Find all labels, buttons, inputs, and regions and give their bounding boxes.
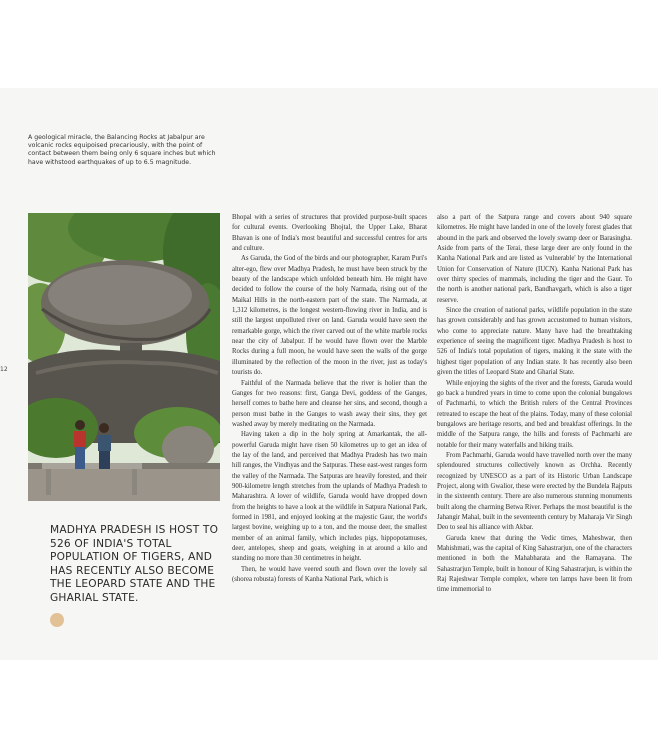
- paragraph: From Pachmarhi, Garuda would have travelled north over the many splendoured structures collectively known as Orchha. Recently recognized by UNESCO as a part of its Historic Urban Landscape Project, along with Gwalior, these were erected by the Bundela Rajputs in the sixteenth century. There are also numerous stunning monuments built along the charming Betwa River. Perhaps the most beautiful is the Jahangir Mahal, built in the seventeenth century by Maharaja Vir Singh Deo to seal his alliance with Akbar.: [437, 451, 632, 532]
- paragraph: Then, he would have veered south and flown over the lovely sal (shorea robusta) forests of Kanha National Park, which is: [232, 565, 427, 584]
- text-column-1: [232, 213, 427, 633]
- paragraph: Since the creation of national parks, wildlife population in the state has grown considerably and has grown accustomed to human visitors, who come to appreciate nature. Many have had the breathtaking experience of seeing the magnificent tiger. Madhya Pradesh is host to 526 of India's total population of tigers, making it the state with the highest tiger population of any Indian state. It has recently also been given the titles of Leopard State and Gharial State.: [437, 307, 632, 377]
- paragraph: As Garuda, the God of the birds and our photographer, Karam Puri's alter-ego, flew over Madhya Pradesh, he must have been struck by the beauty of the landscape which unfolded beneath him. He might have decided to follow the course of the holy Narmada, rising out of the Maikal Hills in the north-eastern part of the state. The Narmada, at 1,312 kilometres, is the longest western-flowing river in India, and is still the largest unpolluted river on land. Garuda would have seen the remarkable gorge, which the river carved out of the white marble rocks near the city of Jabalpur. If he would have flown over the Marble Rocks during a full moon, he would have seen the walls of the gorge illuminated by the reflection of the moon in the river, just as today's tourists do.: [232, 255, 427, 377]
- text-column-2: [437, 213, 632, 633]
- paragraph: Bhopal with a series of structures that provided purpose-built spaces for cultural events. Overlooking Bhojtal, the Upper Lake, Bharat Bhavan is one of India's most beautiful and successful centres for arts and culture.: [232, 214, 427, 253]
- paragraph: Faithful of the Narmada believe that the river is holier than the Ganges for two reasons: first, Ganga Devi, goddess of the Ganges, herself comes to bathe here and cleanse her sins, and second, though a person must bathe in the Ganges to wash away their sins, they get washed away by merely meditating on the Narmada.: [232, 379, 427, 428]
- photo-caption: A geological miracle, the Balancing Rocks at Jabalpur are volcanic rocks equipoised precariously, with the point of contact between them being only 6 square inches but which have withstood earthquakes of up to 6.5 magnitude.: [28, 134, 216, 166]
- decorative-dot: [50, 613, 64, 627]
- balancing-rocks-photo: [28, 213, 220, 501]
- paragraph: also a part of the Satpura range and covers about 940 square kilometres. He might have landed in one of the lovely forest glades that abound in the park and observed the lovely swamp deer or Barasingha. Aside from parts of the Terai, these large deer are only found in the Kanha National Park and are listed as 'vulnerable' by the International Union for Conservation of Nature (IUCN). Kanha National Park has over thirty species of mammals, including the tiger and the Gaur. To the north is another national park, Bandhavgarh, which is also a tiger reserve.: [437, 214, 632, 304]
- pull-quote: MADHYA PRADESH IS HOST TO 526 OF INDIA'S TOTAL POPULATION OF TIGERS, AND HAS RECENTLY ALSO BECOME THE LEOPARD STATE AND THE GHARIAL STATE.: [50, 524, 219, 604]
- paragraph: Having taken a dip in the holy spring at Amarkantak, the all-powerful Garuda might have risen 50 kilometres up to get an idea of the lay of the land, and perceived that Madhya Pradesh has two main hill ranges, the Vindhyas and the Satpuras. These east-west ranges form the valley of the Narmada. The Satpuras are heavily forested, and their 900-kilometre length stretches from the uplands of Madhya Pradesh to Maharashtra. A lover of wildlife, Garuda would have dropped down from the heights to have a look at the wildlife in Satpura National Park, formed in 1981, and enjoyed looking at the majestic Gaur, the world's largest bovine, weighing up to a ton, and the mouse deer, the smallest member of an animal family, which includes pigs, hippopotamuses, deer, antelopes, sheep and goats, weighing in at around a kilo and standing no more than 30 centimetres in height.: [232, 431, 427, 563]
- paragraph: While enjoying the sights of the river and the forests, Garuda would go back a hundred years in time to come upon the colonial bungalows of Pachmarhi, to which the British rulers of the Central Provinces retreated to escape the heat of the plains. Today, many of these colonial bungalows are heritage resorts, and bed and breakfast offerings. In the middle of the Satpura range, the hills and forests of Pachmarhi are notable for their many waterfalls and hiking trails.: [437, 379, 632, 449]
- paragraph: Garuda knew that during the Vedic times, Maheshwar, then Mahishmati, was the capital of King Sahastrarjun, one of the characters mentioned in both the Mahabharata and the Ramayana. The Sahastrarjun Temple, built in honour of King Sahastrarjun, is within the Raj Rajeshwar Temple complex, where ten lamps have been lit from time immemorial to: [437, 534, 632, 594]
- page-number: 12: [0, 366, 8, 373]
